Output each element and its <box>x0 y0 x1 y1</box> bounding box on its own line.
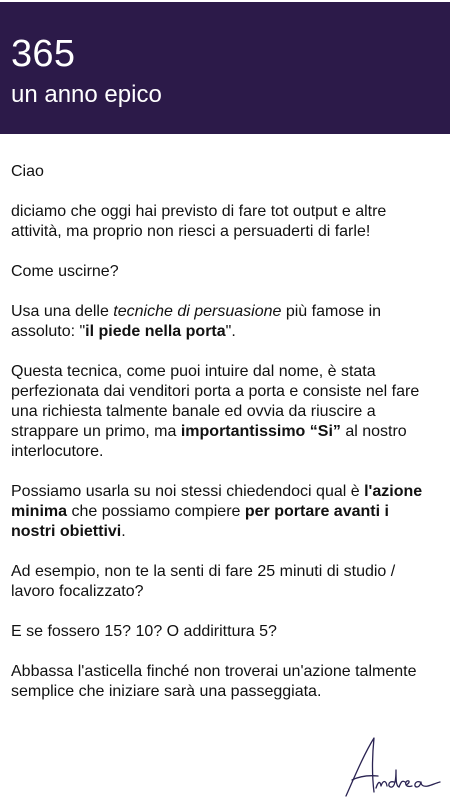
bold-text: l'azione minima <box>11 483 423 520</box>
paragraph-example: Ad esempio, non te la senti di fare 25 minuti di studio / lavoro focalizzato? <box>11 563 396 600</box>
text-span: . <box>121 523 126 540</box>
text-span: più famose in assoluto: " <box>11 303 382 340</box>
header-title-number: 365 <box>11 33 76 75</box>
paragraph-explanation <box>11 362 436 462</box>
italic-text: tecniche di persuasione <box>113 303 282 320</box>
header-subtitle: un anno epico <box>11 81 162 108</box>
bold-text: importantissimo “Si” <box>180 423 341 440</box>
paragraph-alternatives: E se fossero 15? 10? O addirittura 5? <box>11 623 277 640</box>
paragraph-question: Come uscirne? <box>11 263 119 280</box>
bold-text: il piede nella porta <box>85 323 226 340</box>
paragraph-intro: diciamo che oggi hai previsto di fare tot output e altre attività, ma proprio non riesci a persuaderti di farle! <box>11 203 387 240</box>
text-span: ". <box>225 323 236 340</box>
text-span: Possiamo usarla su noi stessi chiedendoci qual è <box>11 483 365 500</box>
text-span: Usa una delle <box>11 303 114 320</box>
signature-icon <box>336 730 444 802</box>
text-span: che possiamo compiere <box>67 503 245 520</box>
email-body <box>11 162 436 702</box>
paragraph-technique <box>11 302 436 342</box>
greeting: Ciao <box>11 163 44 180</box>
text-span: al nostro interlocutore. <box>11 423 407 460</box>
header-banner <box>0 2 450 134</box>
paragraph-conclusion: Abbassa l'asticella finché non troverai un'azione talmente semplice che iniziare sarà una passeggiata. <box>11 663 417 700</box>
bold-text: per portare avanti i nostri obiettivi <box>11 503 389 540</box>
text-span: Questa tecnica, come puoi intuire dal nome, è stata perfezionata dai venditori porta a porta e consiste nel fare una richiesta talmente banale ed ovvia da riuscire a strappare un primo, ma <box>11 363 420 440</box>
paragraph-usage <box>11 482 436 542</box>
